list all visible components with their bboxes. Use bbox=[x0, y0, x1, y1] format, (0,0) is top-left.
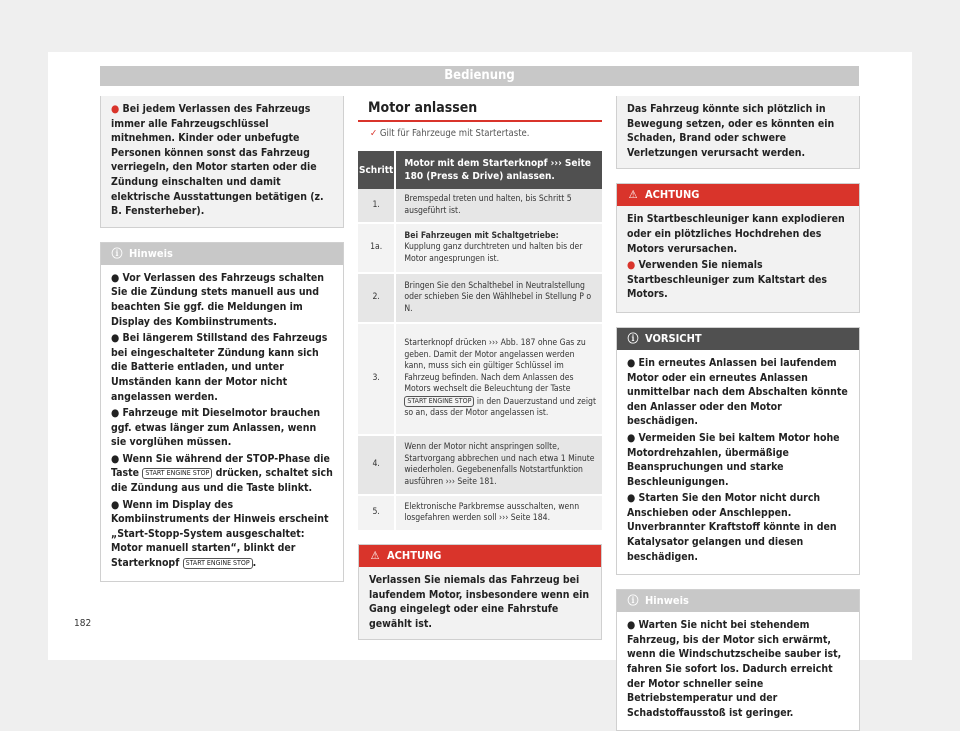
warning-text: Verlassen Sie niemals das Fahrzeug bei laufendem Motor, insbesondere wenn ein Gang eingelegt oder eine Fahrstufe gewählt ist. bbox=[369, 574, 590, 630]
caution-header: ⓘ VORSICHT bbox=[617, 328, 859, 350]
info-icon: ⓘ bbox=[627, 594, 639, 608]
info-icon: ⓘ bbox=[111, 246, 123, 260]
warning-box bbox=[358, 544, 602, 640]
right-column bbox=[616, 96, 860, 731]
note-title: Hinweis bbox=[129, 246, 173, 260]
warning-bullet-text: Bei jedem Verlassen des Fahrzeugs immer alle Fahrzeugschlüssel mitnehmen. Kinder oder unbefugte Personen können sonst das Fahrzeug verriegeln, den Motor starten oder die Zündung einschalten und damit elektrische Ausstattungen betätigen (z. B. Fensterheber). bbox=[111, 103, 324, 218]
note-item: ● Bei längerem Stillstand des Fahrzeugs bei eingeschalteter Zündung kann sich die Batterie entladen, und unter Umständen kann der Motor nicht angelassen werden. bbox=[111, 332, 328, 403]
warning-text: Ein Startbeschleuniger kann explodieren oder ein plötzliches Hochdrehen des Motors verursachen. bbox=[627, 213, 845, 255]
bullet-icon: ● bbox=[111, 103, 120, 115]
warning-triangle-icon: ⚠ bbox=[628, 188, 638, 202]
table-row: 4. Wenn der Motor nicht anspringen sollte, Startvorgang abbrechen und nach etwa 1 Minute wiederholen. Gegebenenfalls Notstartfunktion ausführen ››› Seite 181. bbox=[358, 435, 602, 495]
table-row: 2. Bringen Sie den Schalthebel in Neutralstellung oder schieben Sie den Wählhebel in Stellung P o N. bbox=[358, 273, 602, 323]
warning-header: ⚠ ACHTUNG bbox=[617, 184, 859, 206]
check-icon: ✓ bbox=[370, 128, 378, 139]
table-header-desc: Motor mit dem Starterknopf ››› Seite 180 (Press & Drive) anlassen. bbox=[395, 151, 602, 189]
middle-column bbox=[358, 100, 602, 640]
start-engine-stop-key: START ENGINE STOP bbox=[183, 558, 253, 569]
note-header: ⓘ Hinweis bbox=[617, 590, 859, 612]
start-engine-stop-key: START ENGINE STOP bbox=[142, 468, 212, 479]
warning-triangle-icon: ⚠ bbox=[370, 549, 380, 562]
steps-table bbox=[358, 151, 602, 532]
table-row: 3. Starterknopf drücken ››› Abb. 187 ohne Gas zu geben. Damit der Motor angelassen werden kann, muss sich ein gültiger Schlüssel im Fahrzeug befinden. Nach dem Anlassen des Motors wechselt die Beleuchtung der Taste START ENGINE STOP in den Dauerzustand und zeigt so an, dass der Motor angelassen ist. bbox=[358, 323, 602, 435]
left-column bbox=[100, 96, 344, 582]
table-row: 1. Bremspedal treten und halten, bis Schritt 5 ausgeführt ist. bbox=[358, 189, 602, 223]
warning-header: ⚠ ACHTUNG bbox=[359, 545, 601, 567]
caution-box bbox=[616, 327, 860, 575]
note-item: ● Vor Verlassen des Fahrzeugs schalten Sie die Zündung stets manuell aus und beachten Sie ggf. die Meldungen im Display des Kombiinstruments. bbox=[111, 271, 324, 328]
warning-box bbox=[616, 183, 860, 313]
section-header: Bedienung bbox=[100, 66, 859, 86]
caution-item: ● Ein erneutes Anlassen bei laufendem Motor oder ein erneutes Anlassen unmittelbar nach dem Abschalten könnte den Anlasser oder den Motor beschädigen. bbox=[627, 356, 848, 428]
note-header bbox=[101, 243, 343, 265]
note-box bbox=[616, 589, 860, 731]
note-box bbox=[100, 242, 344, 582]
caution-item: ● Starten Sie den Motor nicht durch Anschieben oder Anschleppen. Unverbrannter Kraftstoff könnte in den Katalysator gelangen und diesen beschädigen. bbox=[627, 492, 837, 563]
page-number: 182 bbox=[74, 618, 92, 629]
note-item: ● Warten Sie nicht bei stehendem Fahrzeug, bis der Motor sich erwärmt, wenn die Windschutzscheibe sauber ist, fahren Sie sofort los. Dadurch erreicht der Motor schneller seine Betriebstemperatur und der Schadstoffausstoß ist geringer. bbox=[627, 619, 842, 719]
warning-item: ● Verwenden Sie niemals Startbeschleuniger zum Kaltstart des Motors. bbox=[627, 259, 828, 301]
table-row: 1a. Bei Fahrzeugen mit Schaltgetriebe: Kupplung ganz durchtreten und halten bis der Motor angesprungen ist. bbox=[358, 223, 602, 273]
warning-continuation-box: Das Fahrzeug könnte sich plötzlich in Bewegung setzen, oder es könnten ein Schaden, Brand oder schwere Verletzungen verursacht werden. bbox=[616, 96, 860, 169]
warning-continuation-box bbox=[100, 96, 344, 228]
caution-item: ● Vermeiden Sie bei kaltem Motor hohe Motordrehzahlen, übermäßige Beanspruchungen und starke Beschleunigungen. bbox=[627, 431, 840, 488]
section-title: Motor anlassen bbox=[358, 100, 602, 122]
note-item: ● Wenn im Display des Kombiinstruments der Hinweis erscheint „Start-Stopp-System ausgeschaltet: Motor manuell starten“, blinkt der Starterknopf START ENGINE STOP . bbox=[111, 498, 329, 570]
applies-note: ✓ Gilt für Fahrzeuge mit Startertaste. bbox=[370, 128, 530, 139]
note-item: ● Fahrzeuge mit Dieselmotor brauchen ggf. etwas länger zum Anlassen, wenn sie vorglühen müssen. bbox=[111, 407, 321, 449]
info-icon: ⓘ bbox=[627, 331, 639, 345]
start-engine-stop-key: START ENGINE STOP bbox=[404, 396, 474, 407]
table-header-step: Schritt bbox=[358, 151, 395, 189]
note-item: ● Wenn Sie während der STOP-Phase die Taste START ENGINE STOP drücken, schaltet sich die Zündung aus und die Taste blinkt. bbox=[111, 452, 333, 495]
table-row: 5. Elektronische Parkbremse ausschalten, wenn losgefahren werden soll ››› Seite 184. bbox=[358, 495, 602, 531]
